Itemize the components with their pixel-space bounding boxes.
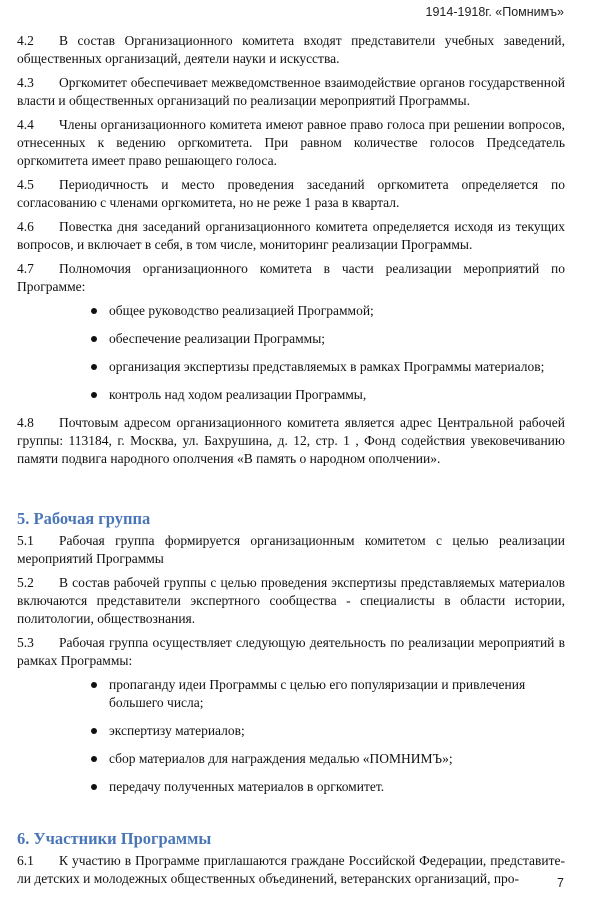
list-item-text: обеспечение реализации Программы; (109, 331, 326, 346)
paragraph-5-2 (17, 574, 565, 628)
section-heading-working-group: 5. Рабочая группа (17, 509, 151, 528)
paragraph-number: 5.3 (17, 635, 34, 650)
paragraph-text: К участию в Программе приглашаются граждане Российской Федерации, представите-ли детских и молодежных общественных объединений, ветеранских организаций, про- (17, 853, 565, 886)
section-spacer (17, 474, 565, 508)
list-item (91, 358, 565, 376)
paragraph-number: 4.6 (17, 219, 34, 234)
list-item (91, 676, 565, 712)
paragraph-4-5 (17, 176, 565, 212)
paragraph-text: Рабочая группа осуществляет следующую деятельность по реализации мероприятий в рамках Программы: (17, 635, 565, 668)
list-item-text: сбор материалов для награждения медалью «ПОМНИМЪ»; (109, 751, 453, 766)
list-item-text: передачу полученных материалов в оргкомитет. (109, 779, 385, 794)
section-heading-participants: 6. Участники Программы (17, 829, 212, 848)
paragraph-text: Члены организационного комитета имеют равное право голоса при решении вопросов, отнесенных к ведению оргкомитета. При равном количестве голосов Председатель оргкомитета имеет право решающего голоса. (17, 117, 565, 168)
list-item-text: пропаганду идеи Программы с целью его популяризации и привлечения большего числа; (109, 677, 526, 710)
paragraph-4-4 (17, 116, 565, 170)
list-item (91, 722, 565, 740)
paragraph-number: 4.8 (17, 415, 34, 430)
list-item (91, 330, 565, 348)
paragraph-text: Оргкомитет обеспечивает межведомственное взаимодействие органов государственной власти и общественных организаций по реализации мероприятий Программы. (17, 75, 565, 108)
paragraph-number: 4.3 (17, 75, 34, 90)
bullet-icon (91, 364, 97, 370)
paragraph-5-1 (17, 532, 565, 568)
bullet-icon (91, 682, 97, 688)
paragraph-text: Периодичность и место проведения заседаний оргкомитета определяется по согласованию с членами оргкомитета, но не реже 1 раза в квартал. (17, 177, 565, 210)
list-item-text: общее руководство реализацией Программой; (109, 303, 374, 318)
paragraph-4-3 (17, 74, 565, 110)
bullet-icon (91, 392, 97, 398)
list-item (91, 750, 565, 768)
paragraph-text: Полномочия организационного комитета в части реализации мероприятий по Программе: (17, 261, 565, 294)
paragraph-text: Повестка дня заседаний организационного комитета определяется исходя из текущих вопросов, и включает в себя, в том числе, мониторинг реализации Программы. (17, 219, 565, 252)
list-item-text: организация экспертизы представляемых в рамках Программы материалов; (109, 359, 545, 374)
paragraph-4-8 (17, 414, 565, 468)
section-spacer (17, 806, 565, 828)
bullet-icon (91, 336, 97, 342)
page-number: 7 (557, 876, 564, 890)
bullet-icon (91, 756, 97, 762)
paragraph-text: Рабочая группа формируется организационным комитетом с целью реализации мероприятий Программы (17, 533, 565, 566)
paragraph-text: В состав рабочей группы с целью проведения экспертизы представляемых материалов включаются представители экспертного сообщества - специалисты в области истории, политологии, обществознания. (17, 575, 565, 626)
paragraph-number: 5.2 (17, 575, 34, 590)
paragraph-number: 4.5 (17, 177, 34, 192)
paragraph-number: 6.1 (17, 853, 34, 868)
bullet-icon (91, 728, 97, 734)
paragraph-4-6 (17, 218, 565, 254)
document-body (17, 32, 565, 894)
list-item (91, 302, 565, 320)
paragraph-number: 4.7 (17, 261, 34, 276)
paragraph-5-3 (17, 634, 565, 670)
paragraph-number: 5.1 (17, 533, 34, 548)
working-group-activities-list (17, 676, 565, 796)
list-item (91, 386, 565, 404)
committee-powers-list (17, 302, 565, 404)
paragraph-4-2 (17, 32, 565, 68)
paragraph-4-7 (17, 260, 565, 296)
paragraph-text: Почтовым адресом организационного комитета является адрес Центральной рабочей группы: 113184, г. Москва, ул. Бахрушина, д. 12, стр. 1 , Фонд содействия увековечиванию памяти подвига народного ополчения «В память о народном ополчении». (17, 415, 565, 466)
running-header: 1914-1918г. «Помнимъ» (425, 5, 564, 19)
bullet-icon (91, 308, 97, 314)
paragraph-6-1 (17, 852, 565, 888)
bullet-icon (91, 784, 97, 790)
list-item-text: экспертизу материалов; (109, 723, 245, 738)
list-item (91, 778, 565, 796)
paragraph-number: 4.4 (17, 117, 34, 132)
list-item-text: контроль над ходом реализации Программы, (109, 387, 367, 402)
paragraph-text: В состав Организационного комитета входят представители учебных заведений, общественных организаций, деятели науки и искусства. (17, 33, 565, 66)
paragraph-number: 4.2 (17, 33, 34, 48)
